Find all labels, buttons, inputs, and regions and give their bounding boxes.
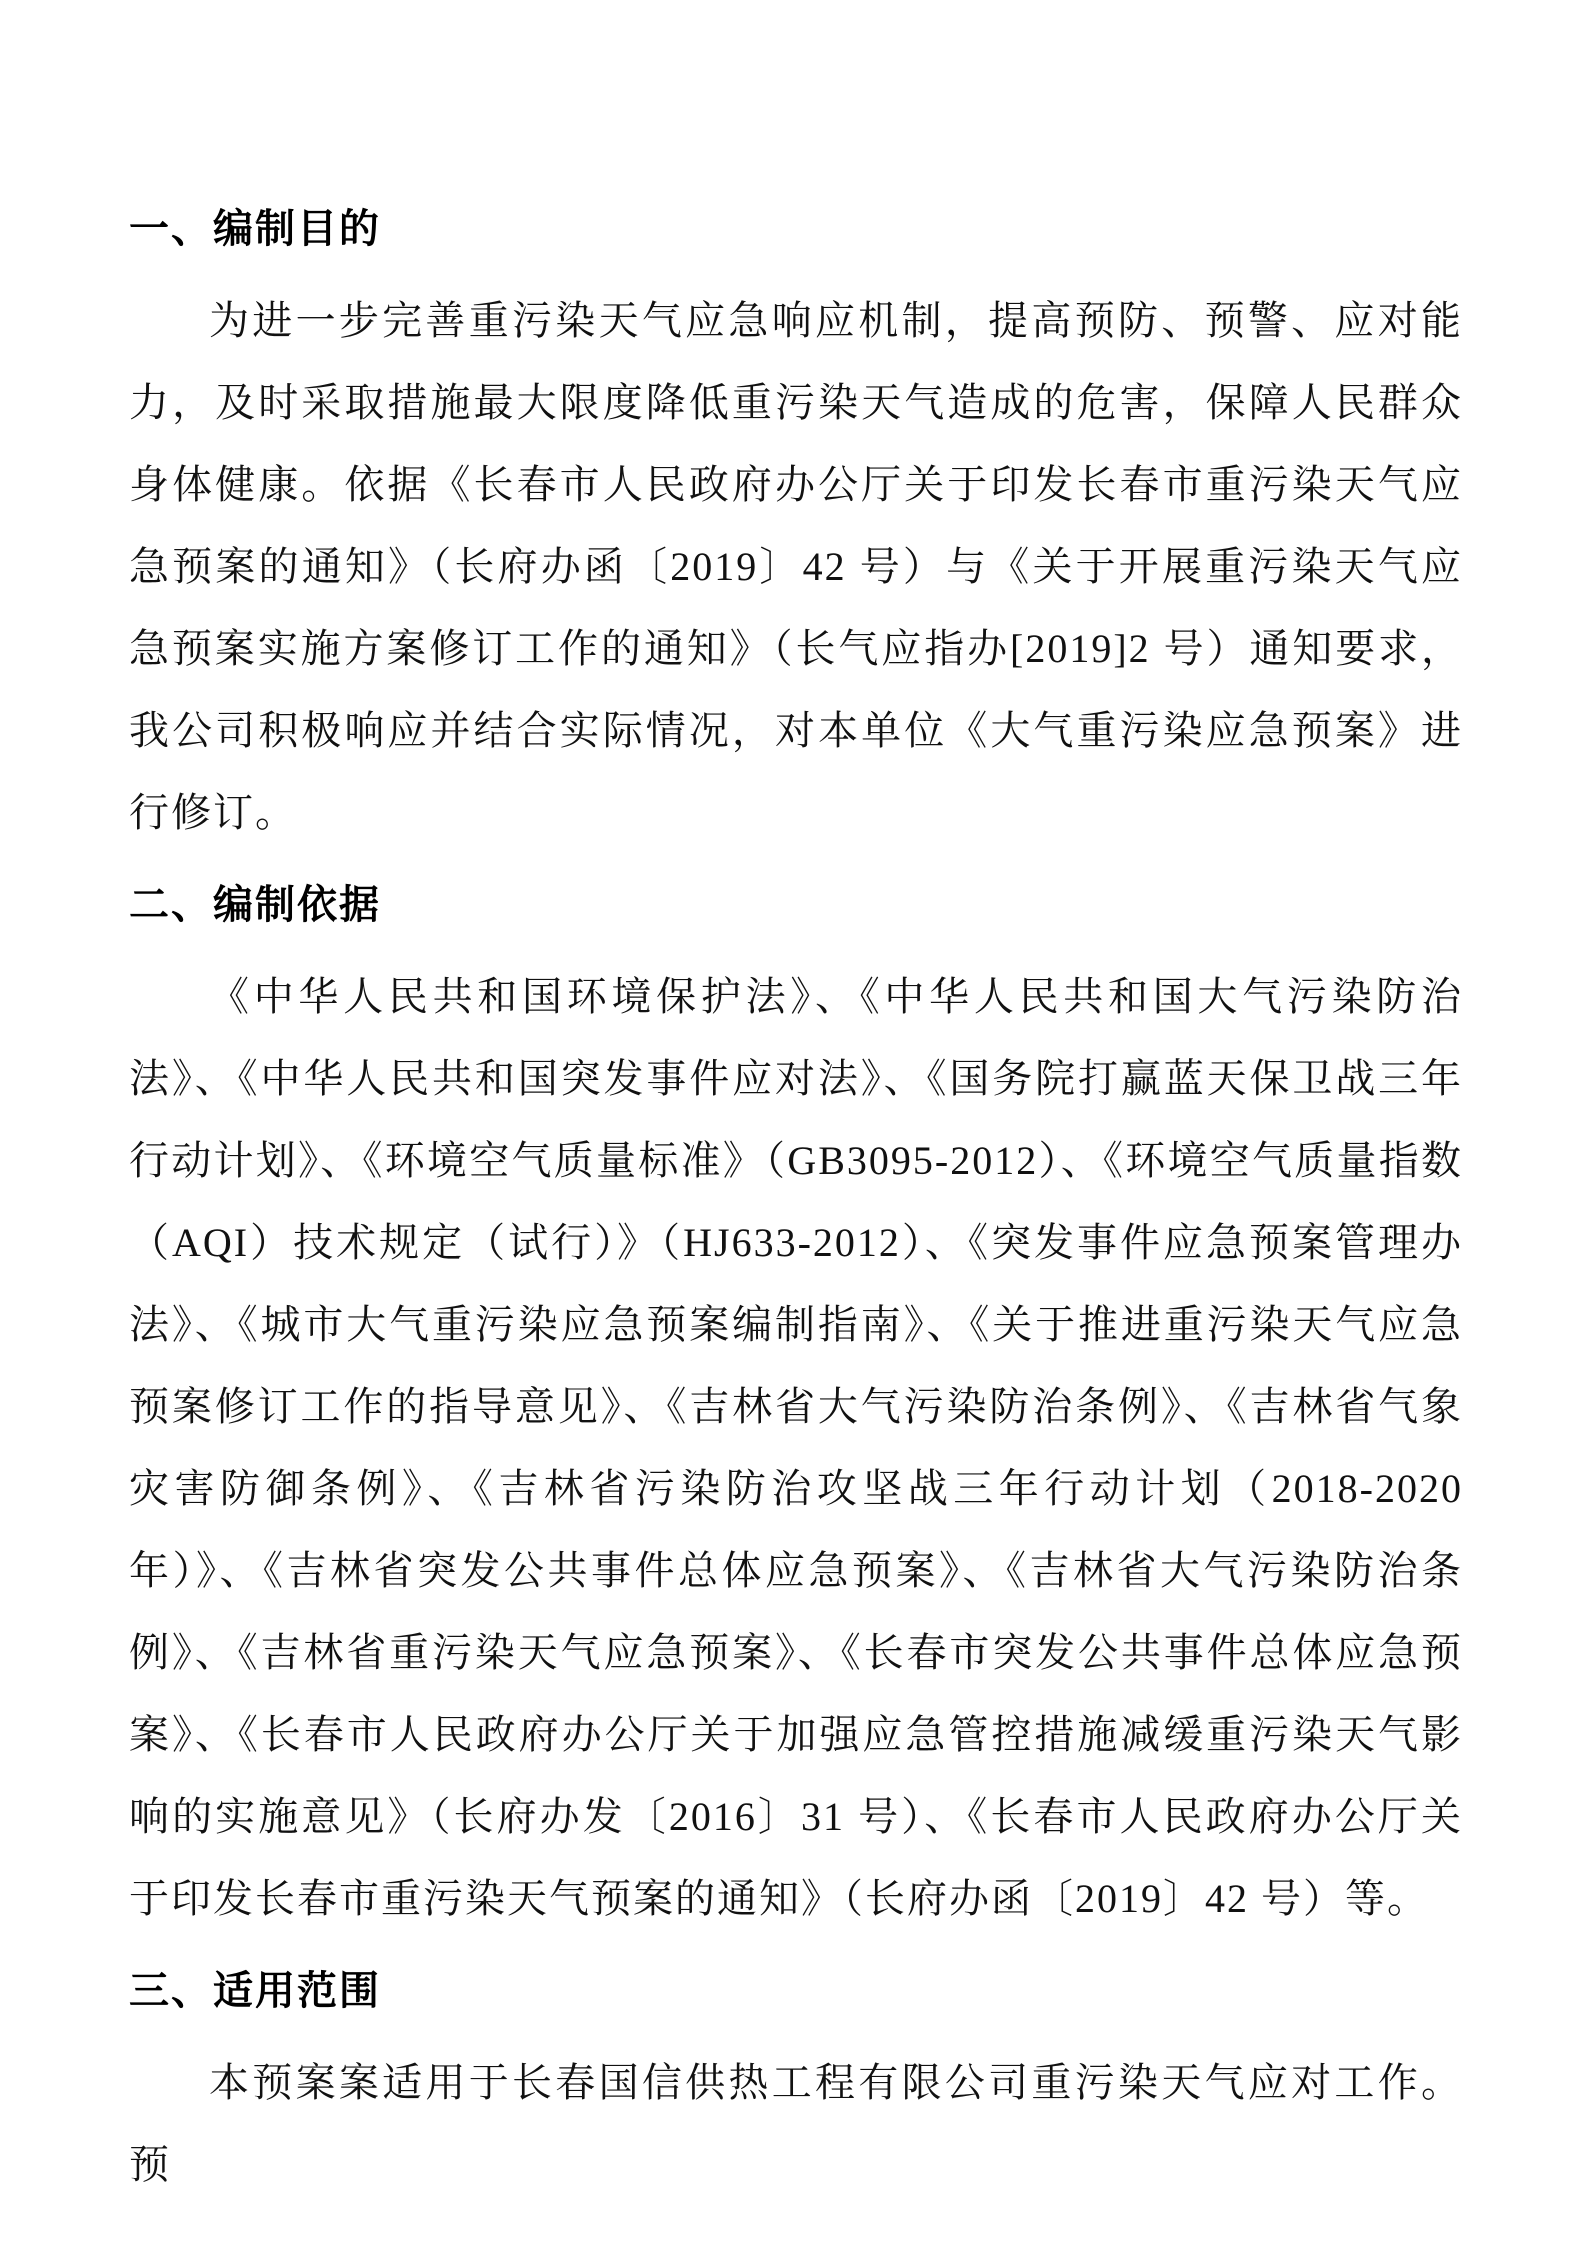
- section-heading-purpose: 一、编制目的: [129, 207, 381, 251]
- section-heading-basis: 二、编制依据: [129, 883, 381, 927]
- section-paragraph-basis: 《中华人民共和国环境保护法》、《中华人民共和国大气污染防治法》、《中华人民共和国突发事件应对法》、《国务院打赢蓝天保卫战三年行动计划》、《环境空气质量标准》（GB3095-2012）、《环境空气质量指数（AQI）技术规定（试行）》（HJ633-2012）、《突发事件应急预案管理办法》、《城市大气重污染应急预案编制指南》、《关于推进重污染天气应急预案修订工作的指导意见》、《吉林省大气污染防治条例》、《吉林省气象灾害防御条例》、《吉林省污染防治攻坚战三年行动计划（2018-2020 年）》、《吉林省突发公共事件总体应急预案》、《吉林省大气污染防治条例》、《吉林省重污染天气应急预案》、《长春市突发公共事件总体应急预案》、《长春市人民政府办公厅关于加强应急管控措施减缓重污染天气影响的实施意见》（长府办发〔2016〕31 号）、《长春市人民政府办公厅关于印发长春市重污染天气预案的通知》（长府办函〔2019〕42 号）等。: [129, 974, 1463, 1921]
- section-paragraph-scope: 本预案案适用于长春国信供热工程有限公司重污染天气应对工作。预: [129, 2060, 1463, 2187]
- section-heading-scope: 三、适用范围: [129, 1969, 381, 2013]
- section-paragraph-purpose: 为进一步完善重污染天气应急响应机制，提高预防、预警、应对能力，及时采取措施最大限度降低重污染天气造成的危害，保障人民群众身体健康。依据《长春市人民政府办公厅关于印发长春市重污染天气应急预案的通知》（长府办函〔2019〕42 号）与《关于开展重污染天气应急预案实施方案修订工作的通知》（长气应指办[2019]2 号）通知要求，我公司积极响应并结合实际情况，对本单位《大气重污染应急预案》进行修订。: [129, 298, 1463, 835]
- document-page: [129, 178, 1463, 2206]
